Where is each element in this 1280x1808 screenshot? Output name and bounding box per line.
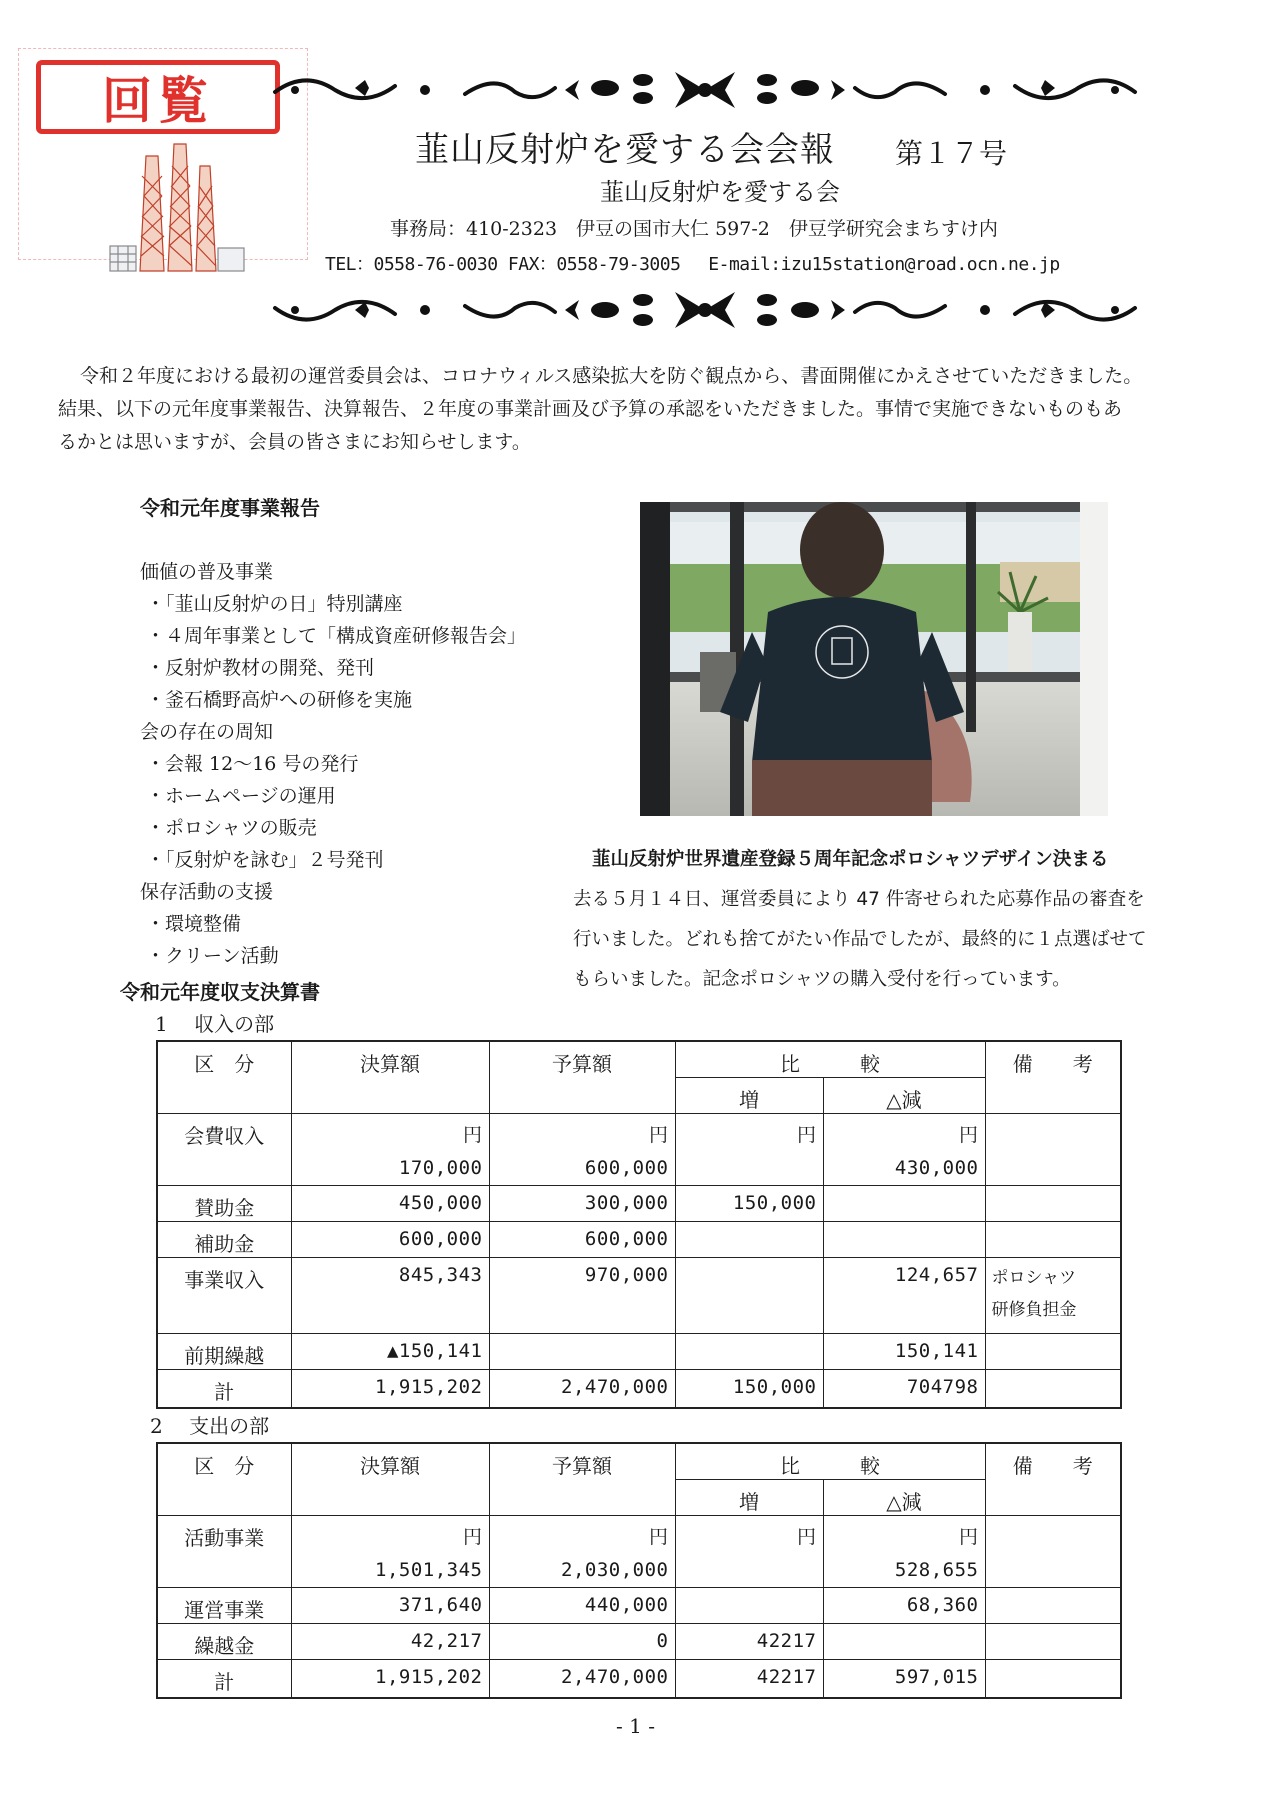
row-category: 会費収入 (157, 1114, 291, 1186)
budget-value: 2,030,000 (561, 1559, 669, 1581)
col-decrease-header: △減 (823, 1480, 985, 1516)
decrease-value: 68,360 (823, 1588, 985, 1624)
report-category: 保存活動の支援 (140, 881, 274, 903)
settled-value: 450,000 (291, 1186, 489, 1222)
table-row (157, 1588, 1121, 1624)
budget-value: 2,470,000 (489, 1370, 675, 1408)
row-notes (985, 1334, 1121, 1370)
intro-line: 令和２年度における最初の運営委員会は、コロナウィルス感染拡大を防ぐ観点から、書面開催にかえさせていただきました。 (80, 365, 1143, 387)
yen-unit: 円 (958, 1124, 979, 1146)
polo-heading: 韮山反射炉世界遺産登録５周年記念ポロシャツデザイン決まる (592, 849, 1109, 870)
budget-value: 0 (489, 1624, 675, 1660)
decrease-value: 597,015 (823, 1660, 985, 1698)
report-category: 価値の普及事業 (140, 561, 274, 583)
table-row (157, 1114, 1121, 1186)
decrease-value: 704798 (823, 1370, 985, 1408)
report-list (140, 556, 526, 972)
col-increase-header: 増 (675, 1078, 823, 1114)
income-section-heading: 1 収入の部 (155, 1012, 275, 1036)
office-address: 事務局：410-2323 伊豆の国市大仁 597-2 伊豆学研究会まちすけ内 (390, 218, 998, 240)
row-category: 事業収入 (157, 1258, 291, 1334)
increase-value: 150,000 (675, 1186, 823, 1222)
intro-line: 結果、以下の元年度事業報告、決算報告、２年度の事業計画及び予算の承認をいただきました。事情で実施できないものもあ (58, 398, 1123, 420)
page-number: - 1 - (616, 1714, 655, 1738)
col-budget-header: 予算額 (489, 1443, 675, 1516)
settled-value: 42,217 (291, 1624, 489, 1660)
budget-value: 300,000 (489, 1186, 675, 1222)
yen-unit: 円 (958, 1526, 979, 1548)
circulation-stamp (36, 60, 280, 134)
report-item: ・ホームページの運用 (146, 785, 336, 807)
decrease-value (823, 1222, 985, 1258)
stamp-text: 回覧 (102, 72, 214, 130)
row-category: 計 (157, 1660, 291, 1698)
row-notes (985, 1370, 1121, 1408)
report-item: ・釜石橋野高炉への研修を実施 (146, 689, 413, 711)
row-category: 運営事業 (157, 1588, 291, 1624)
table-row (157, 1624, 1121, 1660)
polo-line: 行いました。どれも捨てがたい作品でしたが、最終的に１点選ばせて (573, 929, 1147, 950)
decrease-value (823, 1186, 985, 1222)
budget-value: 600,000 (584, 1157, 669, 1179)
intro-line: るかとは思いますが、会員の皆さまにお知らせします。 (58, 431, 531, 453)
settled-value: 600,000 (291, 1222, 489, 1258)
row-notes (985, 1114, 1121, 1186)
yen-unit: 円 (796, 1124, 817, 1146)
table-row-total (157, 1370, 1121, 1408)
col-budget-header: 予算額 (489, 1041, 675, 1114)
settled-value: 170,000 (398, 1157, 483, 1179)
note-line: 研修負担金 (991, 1300, 1077, 1320)
polo-shirt-photo (640, 502, 1108, 816)
row-notes (985, 1222, 1121, 1258)
decrease-value: 150,141 (823, 1334, 985, 1370)
table-row-total (157, 1660, 1121, 1698)
increase-value: 150,000 (675, 1370, 823, 1408)
report-item: ・環境整備 (146, 913, 242, 935)
row-category: 活動事業 (157, 1516, 291, 1588)
budget-value: 970,000 (489, 1258, 675, 1334)
row-category: 補助金 (157, 1222, 291, 1258)
increase-value: 42217 (675, 1660, 823, 1698)
budget-value: 600,000 (489, 1222, 675, 1258)
yen-unit: 円 (648, 1124, 669, 1146)
contact-info: TEL：0558-76-0030 FAX：0558-79-3005 E-mail:izu15station@road.ocn.ne.jp (325, 254, 1060, 275)
report-heading: 令和元年度事業報告 (140, 496, 320, 520)
col-compare-header: 比 較 (675, 1443, 985, 1480)
yen-unit: 円 (462, 1124, 483, 1146)
budget-value: 2,470,000 (489, 1660, 675, 1698)
settled-value: 1,501,345 (375, 1559, 483, 1581)
settled-value: 371,640 (291, 1588, 489, 1624)
yen-unit: 円 (796, 1526, 817, 1548)
table-row (157, 1258, 1121, 1334)
report-category: 会の存在の周知 (140, 721, 274, 743)
row-category: 前期繰越 (157, 1334, 291, 1370)
organization-name: 韮山反射炉を愛する会 (600, 178, 840, 206)
increase-value (682, 1147, 817, 1157)
intro-paragraph (58, 360, 1228, 459)
col-compare-header: 比 較 (675, 1041, 985, 1078)
col-settled-header: 決算額 (291, 1443, 489, 1516)
top-ornament (265, 64, 1145, 112)
report-item: ・ポロシャツの販売 (146, 817, 317, 839)
reflector-furnace-illustration (100, 136, 250, 276)
income-table (156, 1040, 1122, 1409)
yen-unit: 円 (648, 1526, 669, 1548)
increase-value (682, 1549, 817, 1559)
increase-value (675, 1334, 823, 1370)
report-item: ・「反射炉を詠む」２号発刊 (146, 849, 384, 871)
settled-value: 1,915,202 (291, 1660, 489, 1698)
report-item: ・会報 12～16 号の発行 (146, 753, 359, 775)
increase-value (675, 1588, 823, 1624)
budget-value (489, 1334, 675, 1370)
issue-number: 第１７号 (895, 137, 1008, 170)
decrease-value: 124,657 (823, 1258, 985, 1334)
row-notes (985, 1660, 1121, 1698)
polo-line: もらいました。記念ポロシャツの購入受付を行っています。 (573, 969, 1071, 990)
col-notes-header: 備 考 (985, 1443, 1121, 1516)
col-notes-header: 備 考 (985, 1041, 1121, 1114)
expense-section-heading: 2 支出の部 (150, 1414, 270, 1438)
budget-value: 440,000 (489, 1588, 675, 1624)
row-notes (985, 1186, 1121, 1222)
settled-value: 1,915,202 (291, 1370, 489, 1408)
row-category: 賛助金 (157, 1186, 291, 1222)
row-notes (985, 1516, 1121, 1588)
col-category-header: 区 分 (157, 1443, 291, 1516)
table-row (157, 1186, 1121, 1222)
report-item: ・「韮山反射炉の日」特別講座 (146, 593, 403, 615)
budget-heading: 令和元年度収支決算書 (120, 980, 320, 1004)
settled-value: ▲150,141 (291, 1334, 489, 1370)
report-item: ・クリーン活動 (146, 945, 279, 967)
col-settled-header: 決算額 (291, 1041, 489, 1114)
row-notes (985, 1588, 1121, 1624)
report-item: ・反射炉教材の開発、発刊 (146, 657, 375, 679)
row-category: 繰越金 (157, 1624, 291, 1660)
decrease-value: 430,000 (894, 1157, 979, 1179)
polo-line: 去る５月１４日、運営委員により 47 件寄せられた応募作品の審査を (573, 889, 1145, 910)
table-row (157, 1334, 1121, 1370)
table-row (157, 1222, 1121, 1258)
increase-value (675, 1222, 823, 1258)
increase-value (675, 1258, 823, 1334)
decrease-value: 528,655 (894, 1559, 979, 1581)
note-line: ポロシャツ (991, 1268, 1077, 1288)
newsletter-title: 韮山反射炉を愛する会会報 (415, 130, 835, 170)
yen-unit: 円 (462, 1526, 483, 1548)
bottom-ornament (265, 286, 1145, 334)
row-category: 計 (157, 1370, 291, 1408)
report-item: ・４周年事業として「構成資産研修報告会」 (146, 625, 527, 647)
col-increase-header: 増 (675, 1480, 823, 1516)
row-notes (985, 1258, 1121, 1334)
table-row (157, 1516, 1121, 1588)
decrease-value (823, 1624, 985, 1660)
expense-table (156, 1442, 1122, 1699)
col-category-header: 区 分 (157, 1041, 291, 1114)
increase-value: 42217 (675, 1624, 823, 1660)
row-notes (985, 1624, 1121, 1660)
polo-text (573, 880, 1193, 1000)
settled-value: 845,343 (291, 1258, 489, 1334)
col-decrease-header: △減 (823, 1078, 985, 1114)
